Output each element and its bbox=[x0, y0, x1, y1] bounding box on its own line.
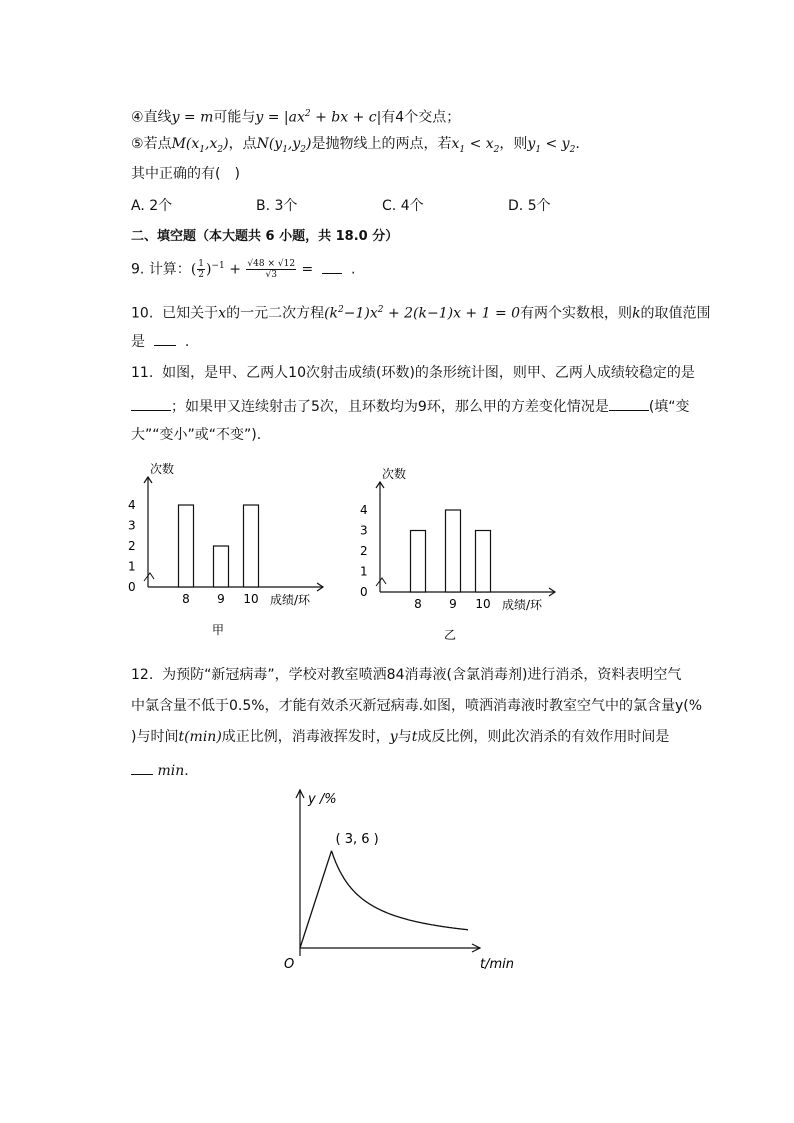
bar-chart-yi bbox=[350, 460, 590, 660]
q12-var-t-min: t(min) bbox=[178, 729, 222, 745]
q11-answer-blank-2[interactable] bbox=[609, 396, 649, 411]
yi-bar-8 bbox=[411, 531, 426, 593]
point-n-b: ,y bbox=[287, 136, 301, 152]
q12-text-c: 与 bbox=[397, 729, 412, 745]
q12-var-t: t bbox=[411, 729, 418, 745]
equation-line-y-m: y = m bbox=[171, 109, 214, 126]
subscript: 1 bbox=[199, 144, 205, 155]
q10-eq-a: (k bbox=[324, 305, 339, 322]
option-b[interactable] bbox=[256, 196, 297, 216]
question-10-line-2 bbox=[131, 331, 189, 352]
q12-unit: min. bbox=[157, 763, 189, 779]
jia-y-tick-4: 4 bbox=[128, 498, 136, 512]
subscript: 2 bbox=[493, 144, 500, 155]
q12-number: 12. bbox=[131, 667, 154, 683]
q10-number: 10. bbox=[131, 305, 154, 322]
exponent: 2 bbox=[304, 109, 311, 119]
question-12-line-2: 中氯含量不低于0.5%，才能有效杀灭新冠病毒.如图，喷洒消毒液时教室空气中的氯含量y(% bbox=[131, 698, 703, 714]
circled-4-marker: ④ bbox=[131, 109, 144, 126]
q10-text-a: 已知关于 bbox=[162, 305, 219, 322]
jia-y-tick-2: 2 bbox=[128, 539, 136, 553]
yi-title: 乙 bbox=[443, 628, 457, 642]
question-11-line-3: 大”“变小”或“不变”). bbox=[131, 427, 262, 443]
q11-text-line2-end: (填“变 bbox=[648, 399, 690, 415]
statement-5-text-b: ，点 bbox=[228, 136, 257, 152]
point-m-b: ,x bbox=[205, 136, 218, 152]
q11-number: 11. bbox=[131, 365, 154, 381]
section-header: 二、填空题（本大题共 6 小题，共 18.0 分） bbox=[131, 229, 399, 244]
q11-text-line1: 如图，是甲、乙两人10次射击成绩(环数)的条形统计图，则甲、乙两人成绩较稳定的是 bbox=[162, 365, 695, 381]
jia-y-tick-0: 0 bbox=[128, 580, 136, 594]
yi-x-tick-10: 10 bbox=[475, 597, 491, 611]
q10-var-x: x bbox=[218, 305, 227, 322]
q12-answer-blank[interactable] bbox=[131, 760, 153, 775]
func-y-label: y /% bbox=[308, 792, 337, 807]
yi-y-tick-2: 2 bbox=[360, 544, 368, 558]
option-c[interactable] bbox=[382, 196, 424, 216]
q10-sup-2: 2 bbox=[377, 305, 384, 315]
option-a-text: 2个 bbox=[149, 198, 173, 214]
subscript: 1 bbox=[535, 144, 542, 155]
q9-frac-den: 2 bbox=[198, 270, 205, 281]
yi-y-tick-3: 3 bbox=[360, 523, 368, 538]
statement-4 bbox=[131, 104, 460, 128]
yi-y-label: 次数 bbox=[382, 467, 407, 481]
question-10-line-1 bbox=[131, 300, 711, 324]
jia-bar-8 bbox=[179, 505, 194, 587]
question-12-line-4 bbox=[131, 760, 189, 781]
q9-plus: + bbox=[224, 261, 246, 278]
statement-5-text-c: 是抛物线上的两点，若 bbox=[311, 136, 452, 152]
equation-abs-quadratic-a: y = |ax bbox=[255, 109, 305, 126]
q11-text-line2: ；如果甲又连续射击了5次，且环数均为9环，那么甲的方差变化情况是 bbox=[171, 399, 609, 415]
statement-5-text-a: 若点 bbox=[143, 136, 172, 152]
q12-text-line1: 为预防“新冠病毒”，学校对教室喷洒84消毒液(含氯消毒剂)进行消杀，资料表明空气 bbox=[162, 667, 682, 683]
q9-exponent: −1 bbox=[211, 261, 225, 271]
q10-text-b: 的一元二次方程 bbox=[226, 305, 325, 322]
jia-x-tick-8: 8 bbox=[182, 592, 190, 606]
option-c-label: C. bbox=[382, 198, 397, 214]
q10-var-k: k bbox=[632, 305, 641, 322]
q12-text-d: 成反比例，则此次消杀的有效作用时间是 bbox=[417, 729, 670, 745]
subscript: 1 bbox=[459, 144, 466, 155]
q9-root-den: √3 bbox=[265, 270, 277, 281]
statement-5 bbox=[131, 134, 580, 160]
cond1-a: x bbox=[451, 136, 460, 152]
q9-end: . bbox=[351, 261, 356, 278]
jia-x-tick-10: 10 bbox=[243, 592, 259, 606]
q10-eq-c: + 2(k−1)x + 1 = 0 bbox=[383, 305, 521, 322]
q9-paren-open: ( bbox=[190, 261, 197, 278]
question-11-line-2 bbox=[131, 396, 690, 417]
option-d[interactable] bbox=[508, 196, 551, 216]
q12-text-b: 成正比例，消毒液挥发时， bbox=[221, 729, 390, 745]
yi-axis-break bbox=[376, 578, 386, 586]
func-inverse-curve bbox=[332, 851, 469, 930]
q10-sup-1: 2 bbox=[338, 305, 344, 315]
q9-root-fraction bbox=[246, 259, 296, 280]
func-x-label: t/min bbox=[480, 957, 514, 972]
q10-eq-b: −1)x bbox=[343, 305, 378, 322]
point-n-a: N(y bbox=[256, 136, 283, 152]
question-12-line-1 bbox=[131, 665, 681, 685]
q10-line2-end: . bbox=[184, 334, 190, 350]
option-b-label: B. bbox=[256, 198, 271, 214]
question-stem: 其中正确的有( ) bbox=[131, 166, 240, 182]
q10-answer-blank[interactable] bbox=[154, 331, 176, 346]
statement-4-text-c: 有4个交点； bbox=[381, 109, 461, 126]
jia-y-tick-3: 3 bbox=[128, 518, 136, 533]
option-d-text: 5个 bbox=[527, 198, 551, 214]
yi-x-label: 成绩/环 bbox=[502, 598, 543, 612]
statement-4-text-a: 直线 bbox=[143, 109, 172, 126]
option-a-label: A. bbox=[131, 198, 145, 214]
cond2-a: y bbox=[527, 136, 536, 152]
function-graph bbox=[275, 780, 535, 980]
q12-text-a: )与时间 bbox=[131, 729, 179, 745]
q9-frac-num: 1 bbox=[198, 259, 205, 270]
jia-y-tick-1: 1 bbox=[128, 559, 136, 574]
q9-root-num: √48 × √12 bbox=[247, 259, 296, 270]
jia-y-label: 次数 bbox=[150, 462, 175, 476]
circled-5-marker: ⑤ bbox=[131, 136, 144, 152]
q9-paren-close: ) bbox=[206, 261, 212, 278]
point-m-c: ) bbox=[223, 136, 229, 152]
q10-line2-prefix: 是 bbox=[131, 334, 145, 350]
jia-title: 甲 bbox=[211, 623, 225, 637]
q10-text-d: 的取值范围 bbox=[640, 305, 711, 322]
question-11-line-1 bbox=[131, 363, 695, 383]
q11-answer-blank-1[interactable] bbox=[131, 396, 171, 411]
statement-4-text-b: 可能与 bbox=[213, 109, 256, 126]
func-rising-segment bbox=[300, 851, 332, 948]
q10-text-c: 有两个实数根，则 bbox=[520, 305, 633, 322]
func-peak-label: ( 3, 6 ) bbox=[335, 831, 379, 847]
yi-y-tick-0: 0 bbox=[360, 585, 368, 599]
option-d-label: D. bbox=[508, 198, 524, 214]
subscript: 1 bbox=[282, 144, 288, 155]
question-9 bbox=[131, 256, 356, 280]
subscript: 2 bbox=[217, 144, 224, 155]
func-origin-label: O bbox=[284, 957, 295, 972]
yi-x-tick-8: 8 bbox=[414, 597, 422, 611]
cond1-b: < x bbox=[465, 136, 494, 152]
q9-fraction bbox=[197, 259, 205, 280]
point-n-c: ) bbox=[306, 136, 312, 152]
subscript: 2 bbox=[300, 144, 307, 155]
bar-chart-jia bbox=[118, 455, 358, 655]
jia-axis-break bbox=[144, 573, 154, 581]
yi-bar-9 bbox=[446, 510, 461, 592]
option-b-text: 3个 bbox=[274, 198, 298, 214]
statement-5-text-d: ，则 bbox=[499, 136, 528, 152]
cond2-b: < y bbox=[541, 136, 570, 152]
yi-y-tick-4: 4 bbox=[360, 503, 368, 517]
option-a[interactable] bbox=[131, 196, 172, 216]
q9-equals: = bbox=[297, 261, 318, 278]
yi-y-tick-1: 1 bbox=[360, 564, 368, 579]
yi-x-tick-9: 9 bbox=[449, 597, 457, 611]
equation-abs-quadratic-b: + bx + c| bbox=[310, 109, 382, 126]
jia-x-label: 成绩/环 bbox=[270, 593, 311, 607]
point-m-a: M(x bbox=[171, 136, 200, 152]
jia-bar-10 bbox=[244, 505, 259, 587]
q9-answer-blank[interactable] bbox=[322, 259, 342, 274]
option-c-text: 4个 bbox=[400, 198, 424, 214]
q12-var-y: y bbox=[389, 729, 398, 745]
statement-5-end: . bbox=[575, 136, 580, 152]
question-12-line-3 bbox=[131, 727, 669, 747]
q9-number: 9. bbox=[131, 261, 145, 278]
yi-bar-10 bbox=[476, 531, 491, 593]
subscript: 2 bbox=[569, 144, 576, 155]
jia-x-tick-9: 9 bbox=[217, 592, 225, 606]
q9-prefix: 计算： bbox=[148, 261, 191, 278]
jia-bar-9 bbox=[214, 546, 229, 587]
